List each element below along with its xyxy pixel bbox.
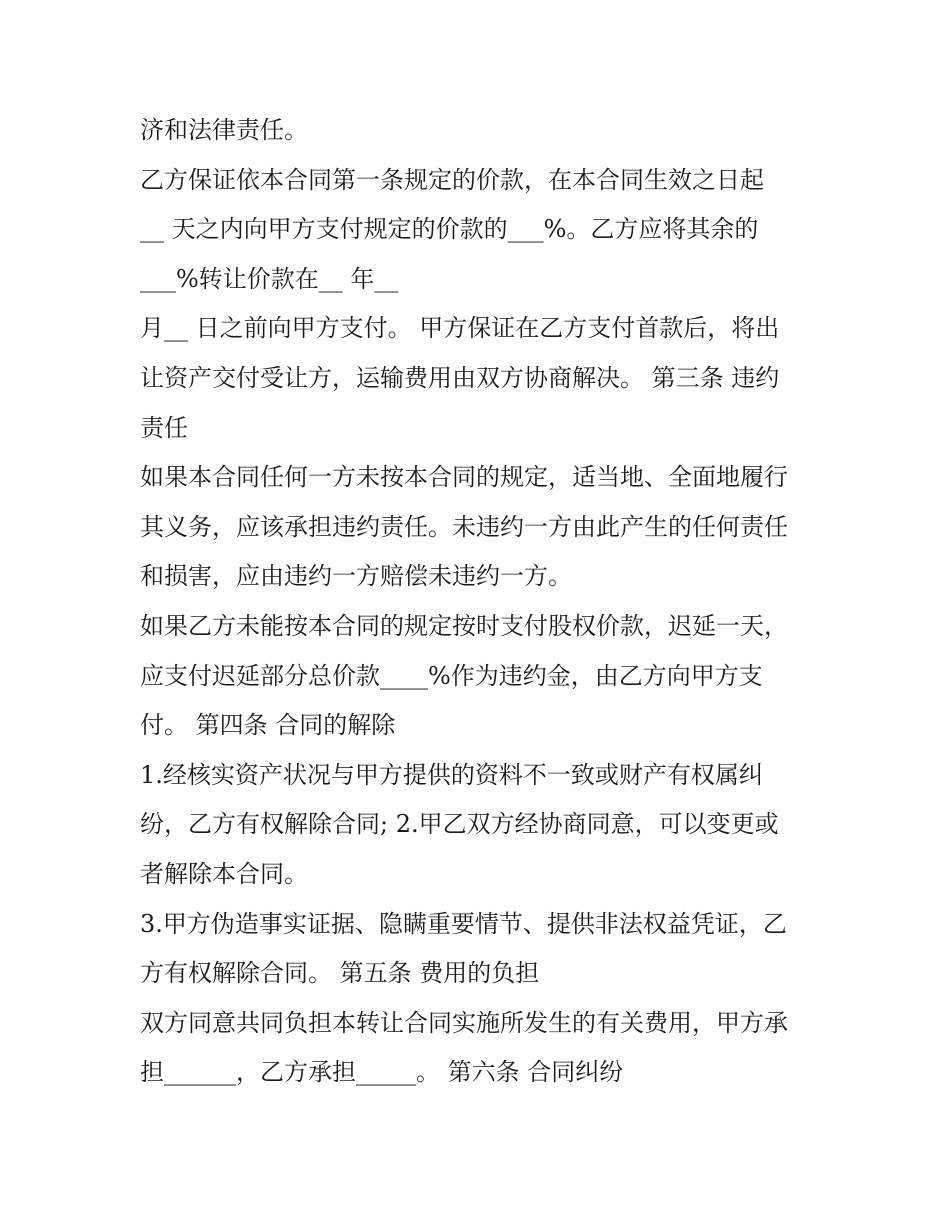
text-line: ___%转让价款在__ 年__ [140,264,399,293]
text-line: 方有权解除合同。 第五条 费用的负担 [140,959,540,988]
text-line: 如果乙方未能按本合同的规定按时支付股权价款，迟延一天， [140,611,788,640]
text-line: 其义务，应该承担违约责任。未违约一方由此产生的任何责任 [140,512,788,541]
text-line: 者解除本合同。 [140,859,308,888]
text-line: 乙方保证依本合同第一条规定的价款，在本合同生效之日起 [140,165,764,194]
text-line: 纷，乙方有权解除合同; 2.甲乙双方经协商同意，可以变更或 [140,810,779,839]
text-line: 如果本合同任何一方未按本合同的规定，适当地、全面地履行 [140,463,788,492]
text-line: 和损害，应由违约一方赔偿未违约一方。 [140,562,572,591]
text-line: 让资产交付受让方，运输费用由双方协商解决。 第三条 违约 [140,363,780,392]
text-line: 责任 [140,413,188,442]
text-line: 双方同意共同负担本转让合同实施所发生的有关费用，甲方承 [140,1008,788,1037]
text-line: 济和法律责任。 [140,116,308,144]
text-line: 3.甲方伪造事实证据、隐瞒重要情节、提供非法权益凭证，乙 [140,909,787,938]
text-line: __ 天之内向甲方支付规定的价款的___%。乙方应将其余的 [140,215,759,244]
text-line: 付。 第四条 合同的解除 [140,711,396,740]
text-line: 月__ 日之前向甲方支付。 甲方保证在乙方支付首款后，将出 [140,314,780,343]
document-body [140,106,840,1098]
text-line: 应支付迟延部分总价款____%作为违约金，由乙方向甲方支 [140,661,763,690]
text-line: 1.经核实资产状况与甲方提供的资料不一致或财产有权属纠 [140,760,763,789]
text-line: 担______，乙方承担_____。 第六条 合同纠纷 [140,1058,624,1087]
